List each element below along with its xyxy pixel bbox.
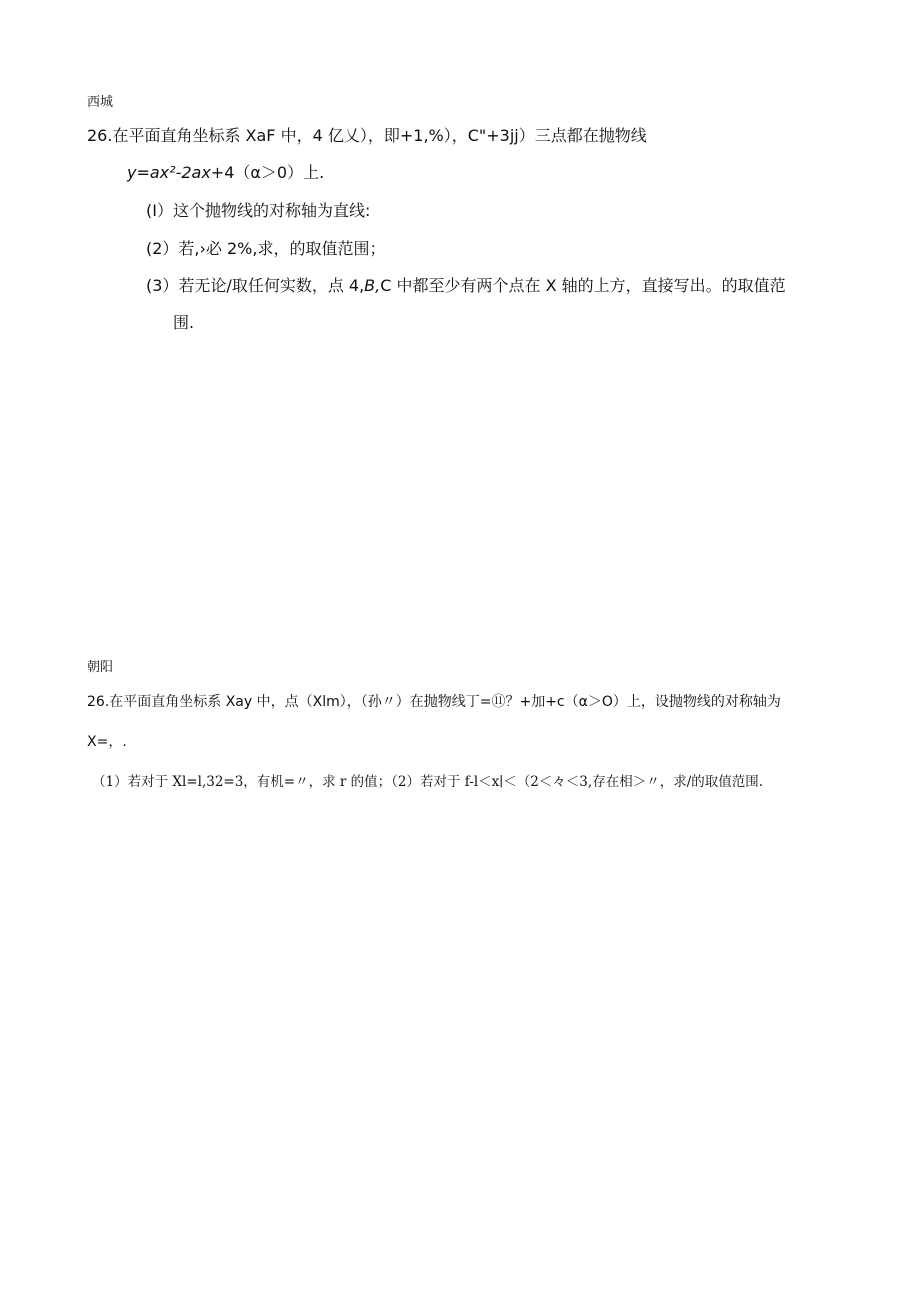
- question-26-xicheng-part3: [146, 276, 786, 295]
- question-26-xicheng-part1: (I）这个抛物线的对称轴为直线:: [146, 201, 371, 220]
- part3-text-a: (3）若无论/取任何实数，点 4,: [146, 276, 365, 295]
- question-26-xicheng-part3-continued: 围.: [173, 313, 195, 332]
- question-26-xicheng-formula: [127, 163, 324, 182]
- parabola-condition: +4（α＞0）上.: [210, 163, 325, 182]
- question-26-chaoyang-stem: 26.在平面直角坐标系 Xay 中，点（Xlm），（孙〃）在抛物线丁=⑪？+加+c（α＞O）上，设抛物线的对称轴为: [87, 694, 781, 710]
- part3-text-b: C 中都至少有两个点在 X 轴的上方，直接写出。的取值范: [380, 276, 786, 295]
- question-26-chaoyang-parts: （1）若对于 Xl=l,32=3，有机=〃，求 r 的值；（2）若对于 f-l＜x∣＜（2＜々＜3,存在相＞〃，求/的取值范围.: [92, 774, 764, 790]
- parabola-formula: y=ax²-2ax: [127, 163, 211, 182]
- part3-text-italic: B,: [364, 276, 381, 295]
- question-26-xicheng-part2: (2）若,›必 2%,求，的取值范围；: [146, 239, 386, 258]
- question-26-xicheng-stem: 26.在平面直角坐标系 XaF 中，4 亿乂），即+1,%），C"+3jj）三点都在抛物线: [87, 126, 647, 145]
- question-26-chaoyang-stem-continued: X=，.: [87, 734, 127, 750]
- region-label-chaoyang: 朝阳: [87, 660, 114, 675]
- region-label-xicheng: 西城: [87, 95, 114, 110]
